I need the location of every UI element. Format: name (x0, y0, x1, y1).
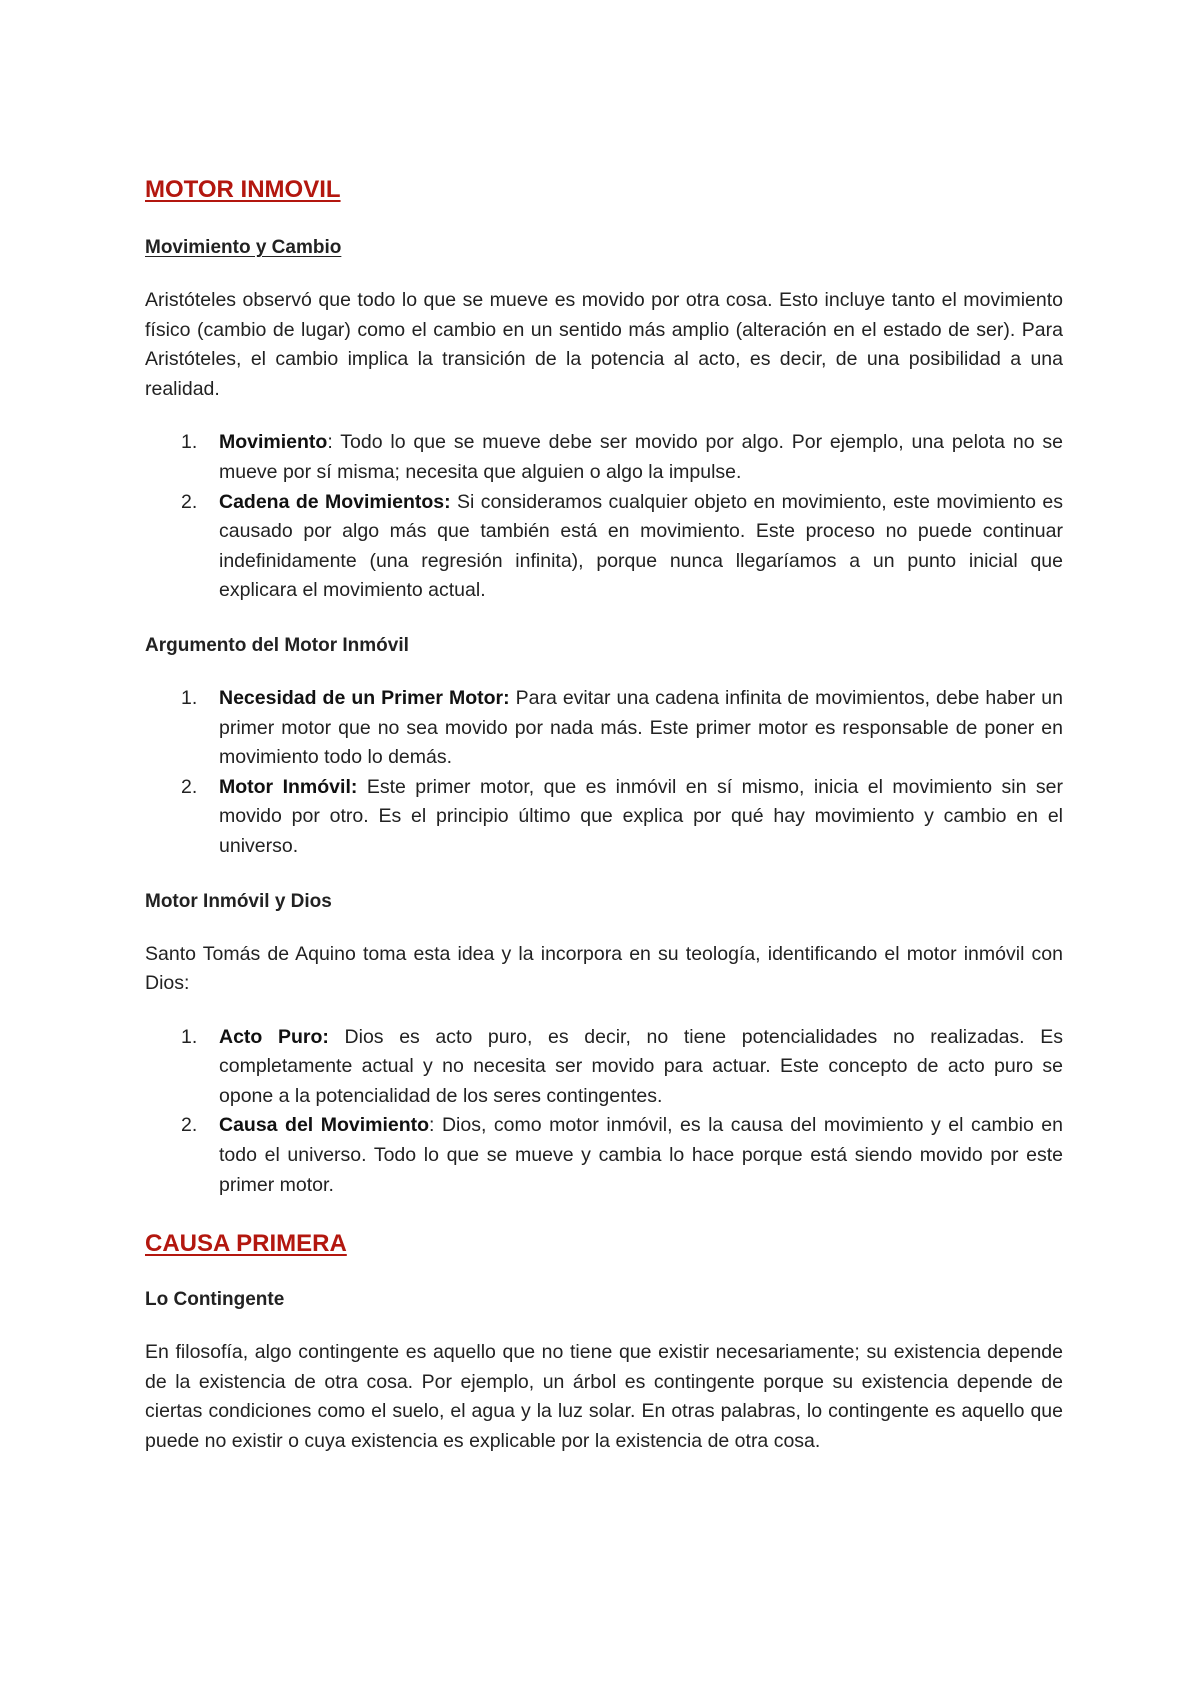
paragraph-movimiento-y-cambio: Aristóteles observó que todo lo que se mueve es movido por otra cosa. Esto incluye tanto el movimiento físico (cambio de lugar) como el cambio en un sentido más amplio (alteración en el estado de ser). Para Aristóteles, el cambio implica la transición de la potencia al acto, es decir, de una posibilidad a una realidad. (145, 289, 1063, 400)
document-page (145, 172, 1063, 1457)
list-motor-inmovil-y-dios (145, 1023, 1063, 1201)
list-term: Necesidad de un Primer Motor: (219, 686, 510, 709)
subheading-lo-contingente: Lo Contingente (145, 1289, 285, 1311)
list-number: 1. (181, 1025, 198, 1048)
section-title-motor-inmovil: MOTOR INMOVIL (145, 176, 341, 203)
list-number: 2. (181, 775, 198, 798)
list-text: Para evitar una cadena infinita de movimientos, debe haber un primer motor que no sea movido por nada más. Este primer motor es responsable de poner en movimiento todo lo demás. (219, 686, 1063, 769)
list-item (145, 773, 1063, 862)
list-argumento-motor-inmovil (145, 684, 1063, 862)
list-number: 2. (181, 1114, 198, 1137)
list-item (145, 428, 1063, 487)
subheading-argumento-motor-inmovil: Argumento del Motor Inmóvil (145, 634, 409, 656)
list-term: Motor Inmóvil: (219, 775, 358, 798)
subheading-motor-inmovil-y-dios: Motor Inmóvil y Dios (145, 890, 332, 912)
list-term: Causa del Movimiento (219, 1114, 430, 1137)
list-term: Movimiento (219, 431, 328, 454)
list-number: 1. (181, 431, 198, 454)
list-text: : Dios, como motor inmóvil, es la causa del movimiento y el cambio en todo el universo. Todo lo que se mueve y cambia lo hace porque está siendo movido por este primer motor. (219, 1114, 1063, 1196)
list-term: Cadena de Movimientos: (219, 490, 451, 513)
list-term: Acto Puro: (219, 1025, 329, 1048)
list-number: 2. (181, 490, 198, 513)
list-item (145, 1111, 1063, 1200)
subheading-movimiento-y-cambio: Movimiento y Cambio (145, 237, 342, 258)
list-item (145, 1023, 1063, 1112)
paragraph-motor-inmovil-y-dios: Santo Tomás de Aquino toma esta idea y la incorpora en su teología, identificando el motor inmóvil con Dios: (145, 942, 1063, 995)
list-item (145, 488, 1063, 606)
paragraph-lo-contingente: En filosofía, algo contingente es aquello que no tiene que existir necesariamente; su existencia depende de la existencia de otra cosa. Por ejemplo, un árbol es contingente porque su existencia depende de ciertas condiciones como el suelo, el agua y la luz solar. En otras palabras, lo contingente es aquello que puede no existir o cuya existencia es explicable por la existencia de otra cosa. (145, 1341, 1063, 1453)
list-text: Si consideramos cualquier objeto en movimiento, este movimiento es causado por algo más que también está en movimiento. Este proceso no puede continuar indefinidamente (una regresión infinita), porque nunca llegaríamos a un punto inicial que explicara el movimiento actual. (219, 490, 1063, 602)
list-text: Dios es acto puro, es decir, no tiene potencialidades no realizadas. Es completamente actual y no necesita ser movido para actuar. Este concepto de acto puro se opone a la potencialidad de los seres contingentes. (219, 1025, 1063, 1107)
list-item (145, 684, 1063, 773)
section-title-causa-primera: CAUSA PRIMERA (145, 1230, 347, 1258)
list-movimiento-y-cambio (145, 428, 1063, 606)
list-number: 1. (181, 686, 198, 709)
list-text: : Todo lo que se mueve debe ser movido por algo. Por ejemplo, una pelota no se mueve por sí misma; necesita que alguien o algo la impulse. (219, 431, 1063, 483)
list-text: Este primer motor, que es inmóvil en sí mismo, inicia el movimiento sin ser movido por otro. Es el principio último que explica por qué hay movimiento y cambio en el universo. (219, 775, 1063, 857)
